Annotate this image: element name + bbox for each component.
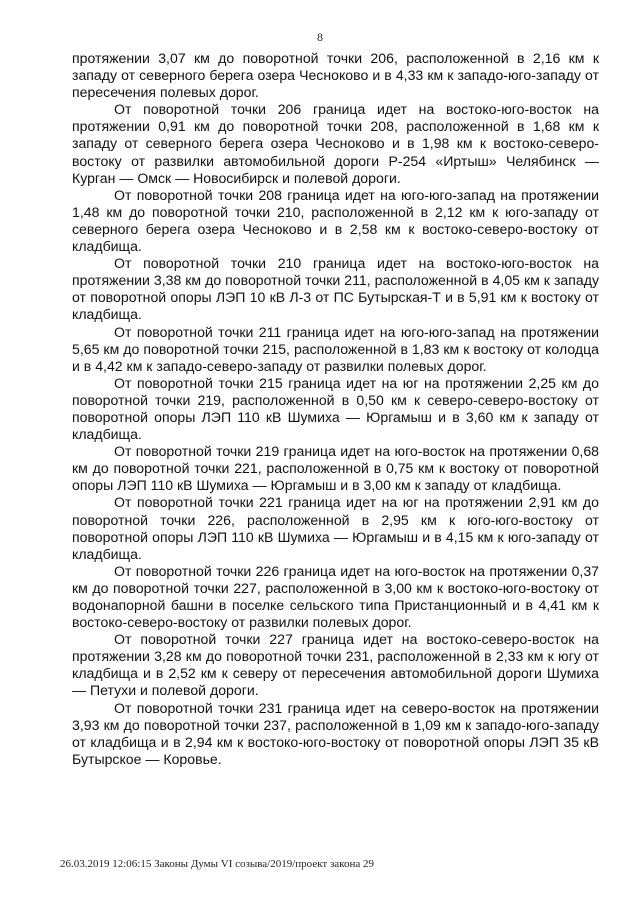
paragraph-point-210: От поворотной точки 210 граница идет на востоко-юго-восток на протяжении 3,38 км до поворотной точки 211, расположенной в 4,05 км к западу от поворотной опоры ЛЭП 10 кВ Л-3 от ПС Бутырская-Т и в 5,91 км к востоку от кладбища.: [72, 255, 599, 323]
paragraph-point-206: От поворотной точки 206 граница идет на востоко-юго-восток на протяжении 0,91 км до поворотной точки 208, расположенной в 1,68 км к западу от северного берега озера Чесноково и в 1,98 км к востоко-северо-востоку от развилки автомобильной дороги Р-254 «Иртыш» Челябинск — Курган — Омск — Новосибирск и полевой дороги.: [72, 101, 599, 186]
document-body: [72, 50, 599, 768]
page-number: 8: [317, 30, 323, 44]
paragraph-point-215: От поворотной точки 215 граница идет на юг на протяжении 2,25 км до поворотной точки 219, расположенной в 0,50 км к северо-северо-востоку от поворотной опоры ЛЭП 110 кВ Шумиха — Юргамыш и в 3,60 км к западу от кладбища.: [72, 374, 599, 443]
paragraph-point-219: От поворотной точки 219 граница идет на юго-восток на протяжении 0,68 км до поворотной точки 221, расположенной в 0,75 км к востоку от поворотной опоры ЛЭП 110 кВ Шумиха — Юргамыш и в 3,00 км к западу от кладбища.: [72, 443, 599, 494]
paragraph-point-226: От поворотной точки 226 граница идет на юго-восток на протяжении 0,37 км до поворотной точки 227, расположенной в 3,00 км к востоко-юго-востоку от водонапорной башни в поселке сельского типа Пристанционный и в 4,41 км к востоко-северо-востоку от развилки полевых дорог.: [72, 562, 599, 631]
paragraph-point-227: От поворотной точки 227 граница идет на востоко-северо-восток на протяжении 3,28 км до поворотной точки 231, расположенной в 2,33 км к югу от кладбища и в 2,52 км к северу от пересечения автомобильной дороги Шумиха — Петухи и полевой дороги.: [72, 631, 599, 699]
paragraph-point-231: От поворотной точки 231 граница идет на северо-восток на протяжении 3,93 км до поворотной точки 237, расположенной в 1,09 км к западо-юго-западу от кладбища и в 2,94 км к востоко-юго-востоку от поворотной опоры ЛЭП 35 кВ Бутырское — Коровье.: [72, 699, 599, 767]
document-footer: 26.03.2019 12:06:15 Законы Думы VI созыва/2019/проект закона 29: [60, 858, 374, 870]
paragraph-point-221: От поворотной точки 221 граница идет на юг на протяжении 2,91 км до поворотной точки 226, расположенной в 2,95 км к юго-юго-востоку от поворотной опоры ЛЭП 110 кВ Шумиха — Юргамыш и в 4,15 км к юго-западу от кладбища.: [72, 494, 599, 562]
paragraph-point-208: От поворотной точки 208 граница идет на юго-юго-запад на протяжении 1,48 км до поворотной точки 210, расположенной в 2,12 км к юго-западу от северного берега озера Чесноково и в 2,58 км к востоко-северо-востоку от кладбища.: [72, 186, 599, 255]
paragraph-continuation: протяжении 3,07 км до поворотной точки 206, расположенной в 2,16 км к западу от северного берега озера Чесноково и в 4,33 км к западо-юго-западу от пересечения полевых дорог.: [72, 50, 599, 101]
paragraph-point-211: От поворотной точки 211 граница идет на юго-юго-запад на протяжении 5,65 км до поворотной точки 215, расположенной в 1,83 км к востоку от колодца и в 4,42 км к западо-северо-западу от развилки полевых дорог.: [72, 323, 599, 374]
